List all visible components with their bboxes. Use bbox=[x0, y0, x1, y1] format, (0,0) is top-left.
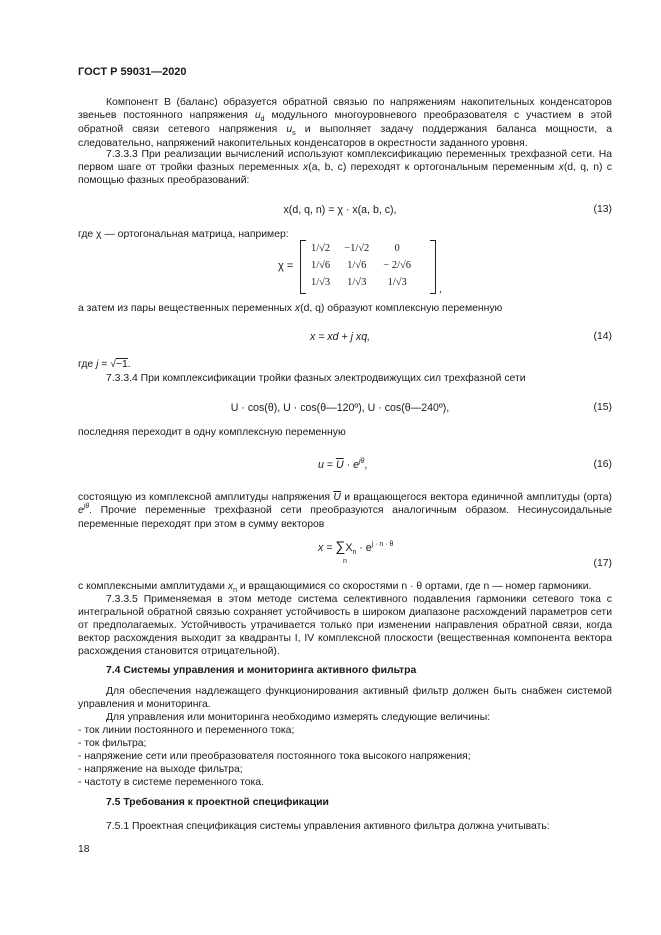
matrix-cell: 1/√6 bbox=[311, 260, 331, 271]
list-item: - ток линии постоянного и переменного тока; bbox=[78, 725, 295, 736]
sqrt-radicand: −1 bbox=[115, 359, 128, 370]
equation-14-number: (14) bbox=[593, 331, 612, 342]
paragraph-7-4-intro: Для обеспечения надлежащего функционирования активный фильтр должен быть снабжен системой управления и мониторинга. bbox=[78, 686, 612, 710]
j-definition: где j = √−1. bbox=[78, 359, 131, 370]
paragraph-single-variable: последняя переходит в одну комплексную переменную bbox=[78, 427, 346, 438]
matrix-right-bracket bbox=[430, 240, 436, 294]
eq17-sub: n bbox=[352, 549, 357, 556]
paragraph-7-3-3-5: 7.3.3.5 Применяемая в этом методе система селективного подавления гармоники сетевого тока с интегральной обратной связью сохраняет устойчивость в широком диапазоне расхождений параметров сети от предполагаемых. Устойчивость утрачивается только при изменении направления обратной связи, когда вектор расхождения выходит за квадранты I, IV комплексной плоскости (вещественная компонента вектора расхождения становится отрицательной). bbox=[78, 594, 612, 657]
matrix-body bbox=[304, 240, 418, 291]
matrix-cell: − 2/√6 bbox=[383, 260, 412, 271]
sqrt-sign: √ bbox=[110, 359, 116, 370]
orthogonal-matrix bbox=[278, 238, 448, 296]
paragraph-7-3-3-4: 7.3.3.4 При комплексификации тройки фазных электродвижущих сил трехфазной сети bbox=[106, 373, 526, 384]
matrix-cell: 1/√2 bbox=[311, 243, 331, 254]
list-item: - ток фильтра; bbox=[78, 738, 147, 749]
sum-index: n bbox=[343, 558, 347, 565]
paragraph-harmonics: с комплексными амплитудами $x_n$ и вращающимися со скоростями n · θ ортами, где n — номер гармоники. bbox=[78, 581, 592, 594]
paragraph-complex-variable: а затем из пары вещественных переменных x(d, q) образуют комплексную переменную bbox=[78, 303, 503, 314]
equation-17: $x = \sum X_n \cdot e^{j \cdot n \cdot \theta}$ bbox=[318, 538, 394, 556]
matrix-row bbox=[304, 274, 418, 291]
document-header: ГОСТ Р 59031—2020 bbox=[78, 66, 187, 78]
measurement-list bbox=[78, 724, 612, 789]
sum-symbol: ∑ bbox=[335, 538, 346, 554]
matrix-cell: −1/√2 bbox=[344, 243, 370, 254]
equation-16-number: (16) bbox=[593, 459, 612, 470]
matrix-lhs: χ = bbox=[278, 260, 294, 272]
matrix-intro: где χ — ортогональная матрица, например: bbox=[78, 229, 289, 240]
eq16-lhs: u bbox=[318, 459, 324, 471]
paragraph-7-4-measure: Для управления или мониторинга необходимо измерять следующие величины: bbox=[106, 712, 491, 723]
page-number: 18 bbox=[78, 844, 90, 855]
equation-15: U · cos(θ), U · cos(θ—120º), U · cos(θ—240º), bbox=[230, 402, 450, 414]
eq17-lhs: x bbox=[318, 542, 324, 554]
section-7-4-heading: 7.4 Системы управления и мониторинга активного фильтра bbox=[106, 665, 417, 676]
paragraph-7-5-1: 7.5.1 Проектная спецификация системы управления активного фильтра должна учитывать: bbox=[106, 821, 550, 832]
eq17-term: X bbox=[345, 542, 353, 554]
period: . bbox=[127, 359, 131, 370]
section-7-5-heading: 7.5 Требования к проектной спецификации bbox=[106, 797, 329, 808]
matrix-cell: 1/√3 bbox=[347, 277, 367, 288]
paragraph-balance: Компонент В (баланс) образуется обратной связью по напряжениям накопительных конденсаторов звеньев постоянного напряжения $u_d$ модульного многоуровневого преобразователя с участием в этой обратной связи сетевого напряжения $u_s$ и выполняет задачу поддержания баланса мощности, а следовательно, напряжений накопительных конденсаторов в окрестности заданного уровня. bbox=[78, 97, 612, 149]
equation-15-number: (15) bbox=[593, 402, 612, 413]
equation-14: x = xd + j xq, bbox=[309, 331, 371, 343]
list-item: - напряжение сети или преобразователя постоянного тока высокого напряжения; bbox=[78, 751, 471, 762]
eq17-exp: j · n · θ bbox=[371, 541, 394, 548]
paragraph-amplitude: состоящую из комплексной амплитуды напряжения $\overline{U}$ и вращающегося вектора единичной амплитуды (орта) $e^{j\theta}$. Прочие переменные трехфазной сети преобразуются аналогичным образом. Несинусоидальные переменные переходят при этом в сумму векторов bbox=[78, 492, 612, 530]
matrix-row bbox=[304, 257, 418, 274]
equation-13: x(d, q, n) = χ · x(a, b, c), bbox=[283, 204, 397, 216]
paragraph-7-3-3-3: 7.3.3.3 При реализации вычислений используют комплексификацию переменных трехфазной сети. На первом шаге от тройки фазных переменных x(a, b, c) переходят к ортогональным переменным x(d, q, n) с помощью фазных преобразований: bbox=[78, 149, 613, 186]
matrix-row bbox=[304, 240, 418, 257]
list-item: - частоту в системе переменного тока. bbox=[78, 777, 264, 788]
list-item: - напряжение на выходе фильтра; bbox=[78, 764, 243, 775]
equation-17-number: (17) bbox=[593, 558, 612, 569]
matrix-cell: 0 bbox=[394, 243, 400, 254]
matrix-trailing-comma: , bbox=[439, 284, 442, 295]
matrix-cell: 1/√3 bbox=[387, 277, 407, 288]
matrix-cell: 1/√6 bbox=[347, 260, 367, 271]
matrix-cell: 1/√3 bbox=[311, 277, 331, 288]
equation-16: $u = \overline{U} \cdot e^{j\theta}$, bbox=[318, 458, 368, 471]
equation-13-number: (13) bbox=[593, 204, 612, 215]
